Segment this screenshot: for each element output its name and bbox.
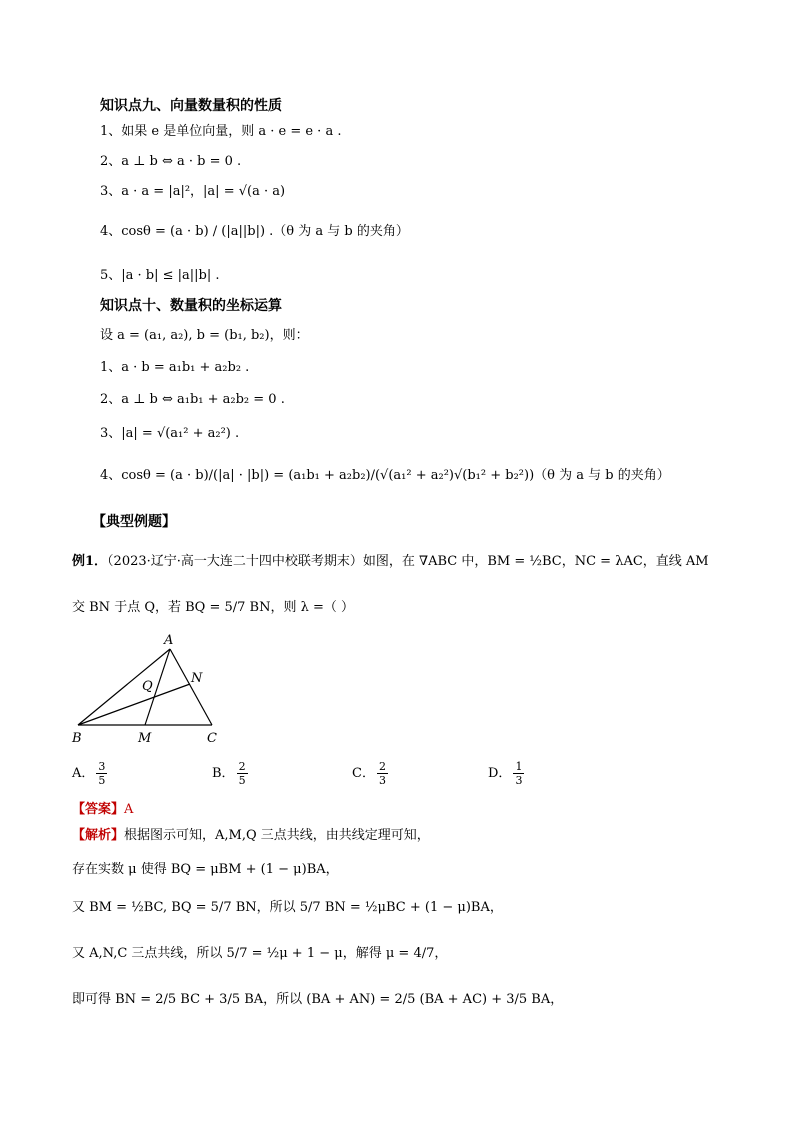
example-line-2: 交 BN 于点 Q，若 BQ = 5/7 BN，则 λ =（ ）	[72, 600, 354, 615]
section9-item-1: 1、如果 e 是单位向量，则 a · e = e · a .	[100, 124, 342, 139]
answer-value: A	[124, 802, 134, 817]
section9-item-3: 3、a · a = |a|²，|a| = √(a · a)	[100, 184, 286, 199]
section10-item-2: 2、a ⊥ b ⇔ a₁b₁ + a₂b₂ = 0 .	[100, 392, 285, 407]
typical-example-heading: 【典型例题】	[92, 514, 176, 530]
analysis-line-4: 又 A,N,C 三点共线，所以 5/7 = ½μ + 1 − μ，解得 μ = 4/7，	[72, 946, 448, 961]
answer-line	[72, 800, 133, 820]
analysis-line-3: 又 BM = ½BC, BQ = 5/7 BN，所以 5/7 BN = ½μBC + (1 − μ)BA，	[72, 900, 503, 915]
choice-c[interactable]: C． $\frac{2}{3}$	[352, 760, 386, 787]
example-line-1	[72, 552, 709, 572]
label-M: M	[138, 731, 152, 746]
example-label: 例1．	[72, 554, 108, 569]
section9-title: 知识点九、向量数量积的性质	[100, 98, 282, 114]
label-C: C	[207, 731, 217, 746]
section10-item-4: 4、cosθ = (a · b)/(|a| · |b|) = (a₁b₁ + a₂b₂)/(√(a₁² + a₂²)√(b₁² + b₂²))（θ 为 a 与 b 的夹角）	[100, 468, 670, 483]
section9-item-5: 5、|a · b| ≤ |a||b| .	[100, 268, 220, 283]
label-A: A	[164, 633, 174, 648]
analysis-tag: 【解析】	[72, 828, 125, 843]
section9-item-2: 2、a ⊥ b ⇔ a · b = 0 .	[100, 154, 242, 169]
analysis-line-2: 存在实数 μ 使得 BQ = μBM + (1 − μ)BA，	[72, 862, 339, 877]
label-B: B	[72, 731, 82, 746]
label-Q: Q	[142, 679, 153, 694]
choice-d[interactable]: D． $\frac{1}{3}$	[488, 760, 523, 787]
section9-item-4: 4、cosθ = (a · b) / (|a||b|) .（θ 为 a 与 b 的夹角）	[100, 224, 409, 239]
answer-tag: 【答案】	[72, 802, 125, 817]
analysis-line-5: 即可得 BN = 2/5 BC + 3/5 BA，所以 (BA + AN) = 2/5 (BA + AC) + 3/5 BA，	[72, 992, 564, 1007]
label-N: N	[191, 671, 203, 686]
example-text-1: （2023·辽宁·高一大连二十四中校联考期末）如图，在 ∇ABC 中，BM = ½BC，NC = λAC，直线 AM	[107, 554, 709, 569]
section10-title: 知识点十、数量积的坐标运算	[100, 298, 282, 314]
choice-b[interactable]: B． $\frac{2}{5}$	[212, 760, 246, 787]
triangle-figure	[60, 628, 240, 748]
section10-intro: 设 a = (a₁, a₂), b = (b₁, b₂)，则：	[100, 328, 309, 343]
section10-item-3: 3、|a| = √(a₁² + a₂²) .	[100, 426, 240, 441]
choice-a[interactable]: A． $\frac{3}{5}$	[72, 760, 106, 787]
analysis-line-1: 【解析】根据图示可知，A,M,Q 三点共线，由共线定理可知，	[72, 828, 430, 843]
section10-item-1: 1、a · b = a₁b₁ + a₂b₂ .	[100, 360, 250, 375]
